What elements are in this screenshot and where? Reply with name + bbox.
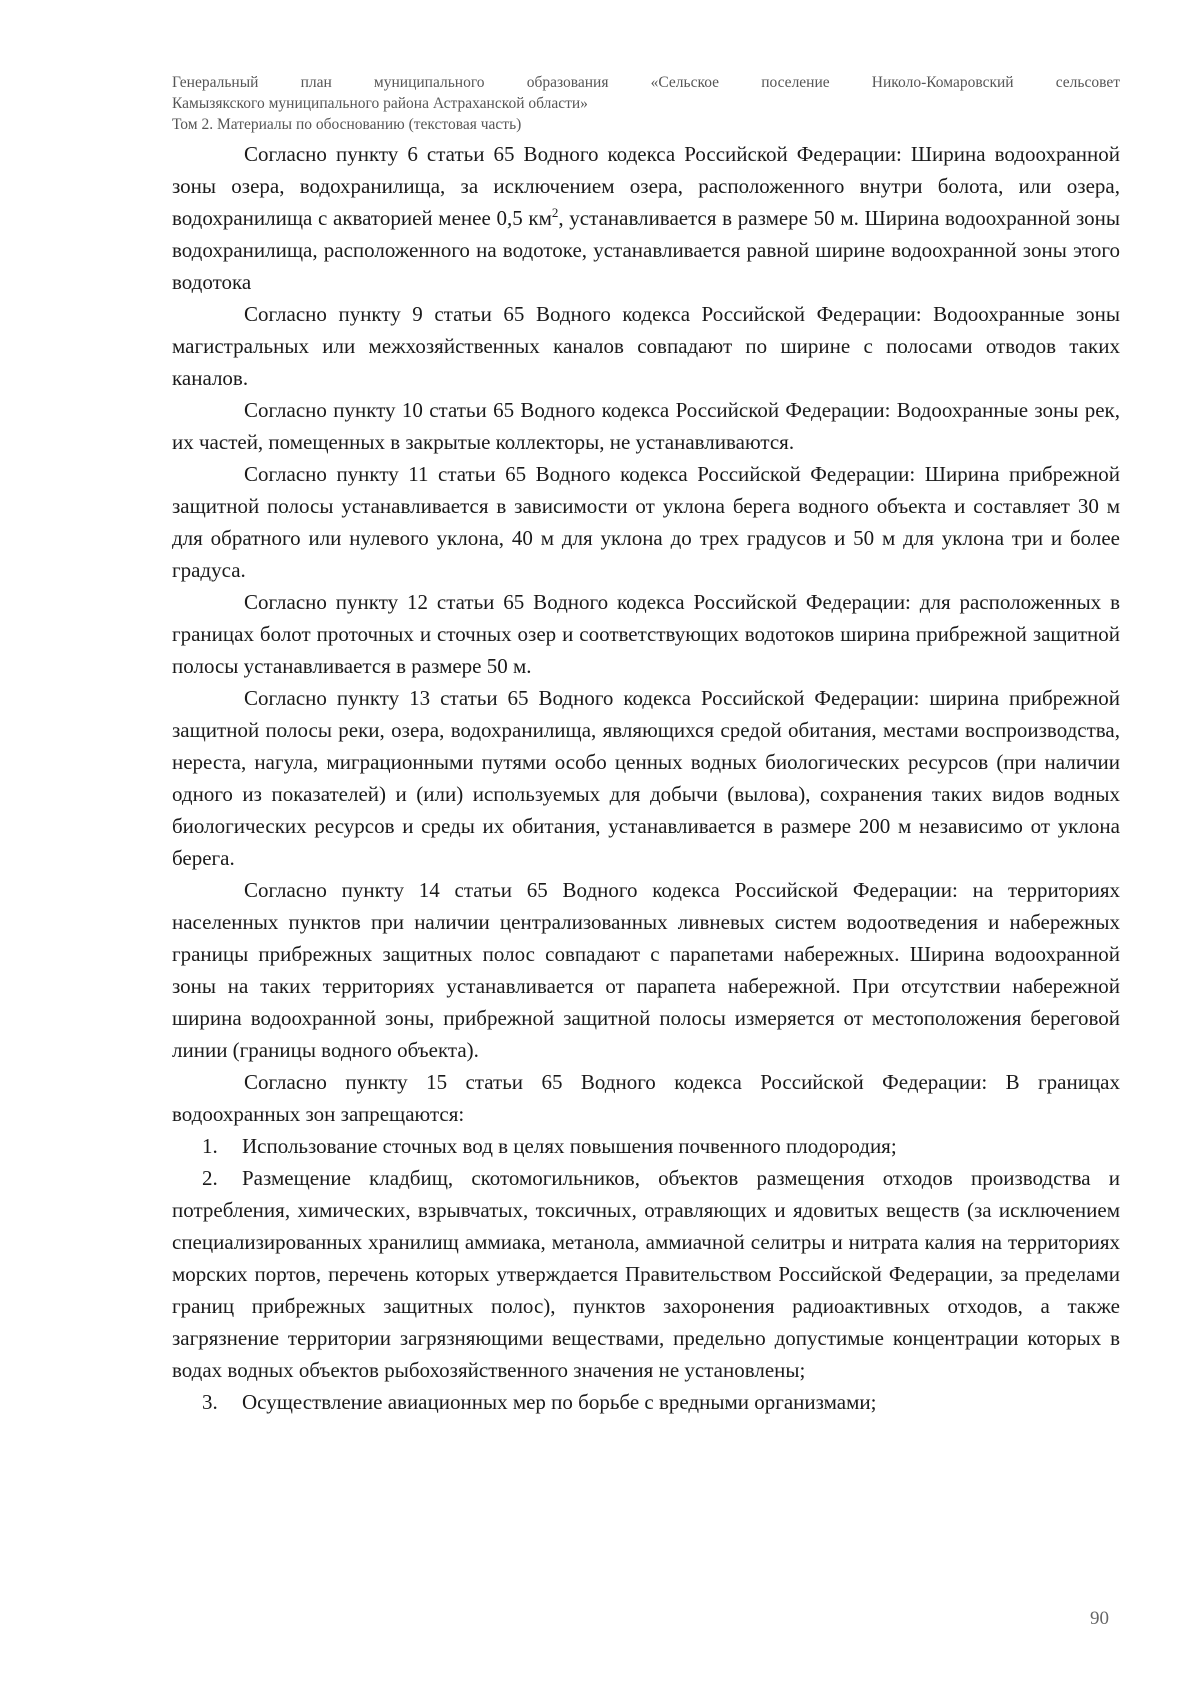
list-item-text: Использование сточных вод в целях повышения почвенного плодородия; (242, 1134, 897, 1158)
document-header (172, 72, 1120, 135)
superscript: 2 (551, 205, 559, 220)
list-item (172, 1130, 1120, 1162)
paragraph-1-part-b: , устанавливается в размере 50 м. Ширина водоохранной зоны водохранилища, расположенного на водотоке, устанавливается равной ширине водоохранной зоны этого водотока (172, 206, 1120, 294)
paragraph-1-part-a: Согласно пункту 6 статьи 65 Водного кодекса Российской Федерации: Ширина водоохранной зоны озера, водохранилища, за исключением озера, расположенного внутри болота, или озера, водохранилища с акваторией менее 0,5 км (172, 142, 1120, 230)
page-number: 90 (1090, 1608, 1109, 1629)
paragraph-2: Согласно пункту 9 статьи 65 Водного кодекса Российской Федерации: Водоохранные зоны магистральных или межхозяйственных каналов совпадают по ширине с полосами отводов таких каналов. (172, 302, 1120, 390)
paragraph-4: Согласно пункту 11 статьи 65 Водного кодекса Российской Федерации: Ширина прибрежной защитной полосы устанавливается в зависимости от уклона берега водного объекта и составляет 30 м для обратного или нулевого уклона, 40 м для уклона до трех градусов и 50 м для уклона три и более градуса. (172, 462, 1120, 582)
paragraph-3: Согласно пункту 10 статьи 65 Водного кодекса Российской Федерации: Водоохранные зоны рек, их частей, помещенных в закрытые коллекторы, не устанавливаются. (172, 398, 1120, 454)
header-line-1: Генеральный план муниципального образования «Сельское поселение Николо-Комаровский сельсовет (172, 74, 1120, 91)
paragraph-8: Согласно пункту 15 статьи 65 Водного кодекса Российской Федерации: В границах водоохранных зон запрещаются: (172, 1070, 1120, 1126)
list-item-text: Размещение кладбищ, скотомогильников, объектов размещения отходов производства и потребления, химических, взрывчатых, токсичных, отравляющих и ядовитых веществ (за исключением специализированных хранилищ аммиака, метанола, аммиачной селитры и нитрата калия на территориях морских портов, перечень которых утверждается Правительством Российской Федерации, за пределами границ прибрежных защитных полос), пунктов захоронения радиоактивных отходов, а также загрязнение территории загрязняющими веществами, предельно допустимые концентрации которых в водах водных объектов рыбохозяйственного значения не установлены; (172, 1166, 1120, 1382)
list-item-number: 2. (202, 1166, 218, 1190)
paragraph-5: Согласно пункту 12 статьи 65 Водного кодекса Российской Федерации: для расположенных в границах болот проточных и сточных озер и соответствующих водотоков ширина прибрежной защитной полосы устанавливается в размере 50 м. (172, 590, 1120, 678)
list-item (172, 1386, 1120, 1418)
list-item-number: 1. (202, 1134, 218, 1158)
header-line-2: Камызякского муниципального района Астраханской области» (172, 95, 588, 112)
list-item-text: Осуществление авиационных мер по борьбе с вредными организмами; (242, 1390, 877, 1414)
list-item (172, 1162, 1120, 1386)
list-item-number: 3. (202, 1390, 218, 1414)
paragraph-7: Согласно пункту 14 статьи 65 Водного кодекса Российской Федерации: на территориях населенных пунктов при наличии централизованных ливневых систем водоотведения и набережных границы прибрежных защитных полос совпадают с парапетами набережных. Ширина водоохранной зоны на таких территориях устанавливается от парапета набережной. При отсутствии набережной ширина водоохранной зоны, прибрежной защитной полосы измеряется от местоположения береговой линии (границы водного объекта). (172, 878, 1120, 1062)
paragraph-6: Согласно пункту 13 статьи 65 Водного кодекса Российской Федерации: ширина прибрежной защитной полосы реки, озера, водохранилища, являющихся средой обитания, местами воспроизводства, нереста, нагула, миграционными путями особо ценных водных биологических ресурсов (при наличии одного из показателей) и (или) используемых для добычи (вылова), сохранения таких видов водных биологических ресурсов и среды их обитания, устанавливается в размере 200 м независимо от уклона берега. (172, 686, 1120, 870)
paragraph-1 (172, 138, 1120, 298)
header-line-3: Том 2. Материалы по обоснованию (текстовая часть) (172, 116, 522, 133)
document-body (172, 138, 1120, 1418)
